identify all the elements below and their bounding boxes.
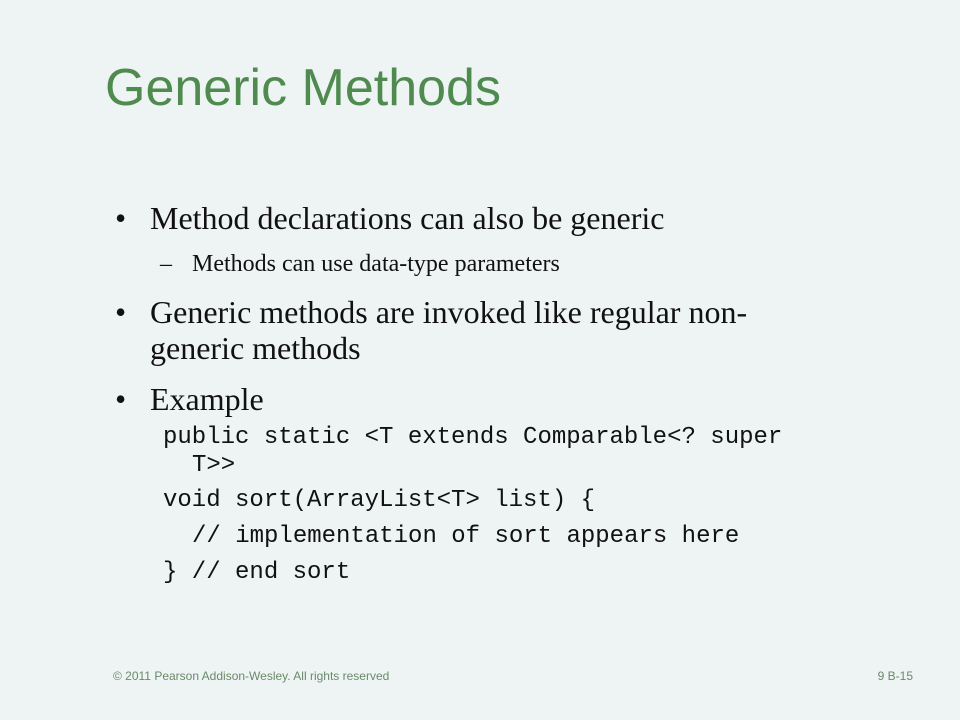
sub-bullet-item — [160, 250, 860, 278]
footer-copyright: © 2011 Pearson Addison-Wesley. All rights reserved — [113, 669, 390, 683]
code-line: void sort(ArrayList<T> list) { — [163, 487, 596, 514]
slide-title: Generic Methods — [105, 59, 501, 117]
code-line: public static <T extends Comparable<? super — [163, 424, 783, 451]
sub-bullet-symbol: – — [160, 251, 172, 277]
code-line: T>> — [192, 452, 236, 479]
bullet-item — [115, 294, 855, 366]
bullet-item — [115, 200, 855, 236]
code-line: } // end sort — [163, 559, 351, 586]
footer-page-number: 9 B-15 — [877, 669, 913, 683]
bullet-symbol: • — [115, 294, 127, 330]
bullet-symbol: • — [115, 200, 127, 236]
bullet-symbol: • — [115, 381, 127, 417]
bullet-item — [115, 381, 855, 417]
code-line: // implementation of sort appears here — [192, 523, 740, 550]
bullet-text-line-1: Generic methods are invoked like regular non- — [150, 294, 748, 330]
sub-bullet-text: Methods can use data-type parameters — [192, 251, 560, 277]
bullet-text: Method declarations can also be generic — [150, 200, 665, 236]
bullet-text-line-2: generic methods — [150, 330, 361, 366]
bullet-text: Example — [150, 381, 264, 417]
